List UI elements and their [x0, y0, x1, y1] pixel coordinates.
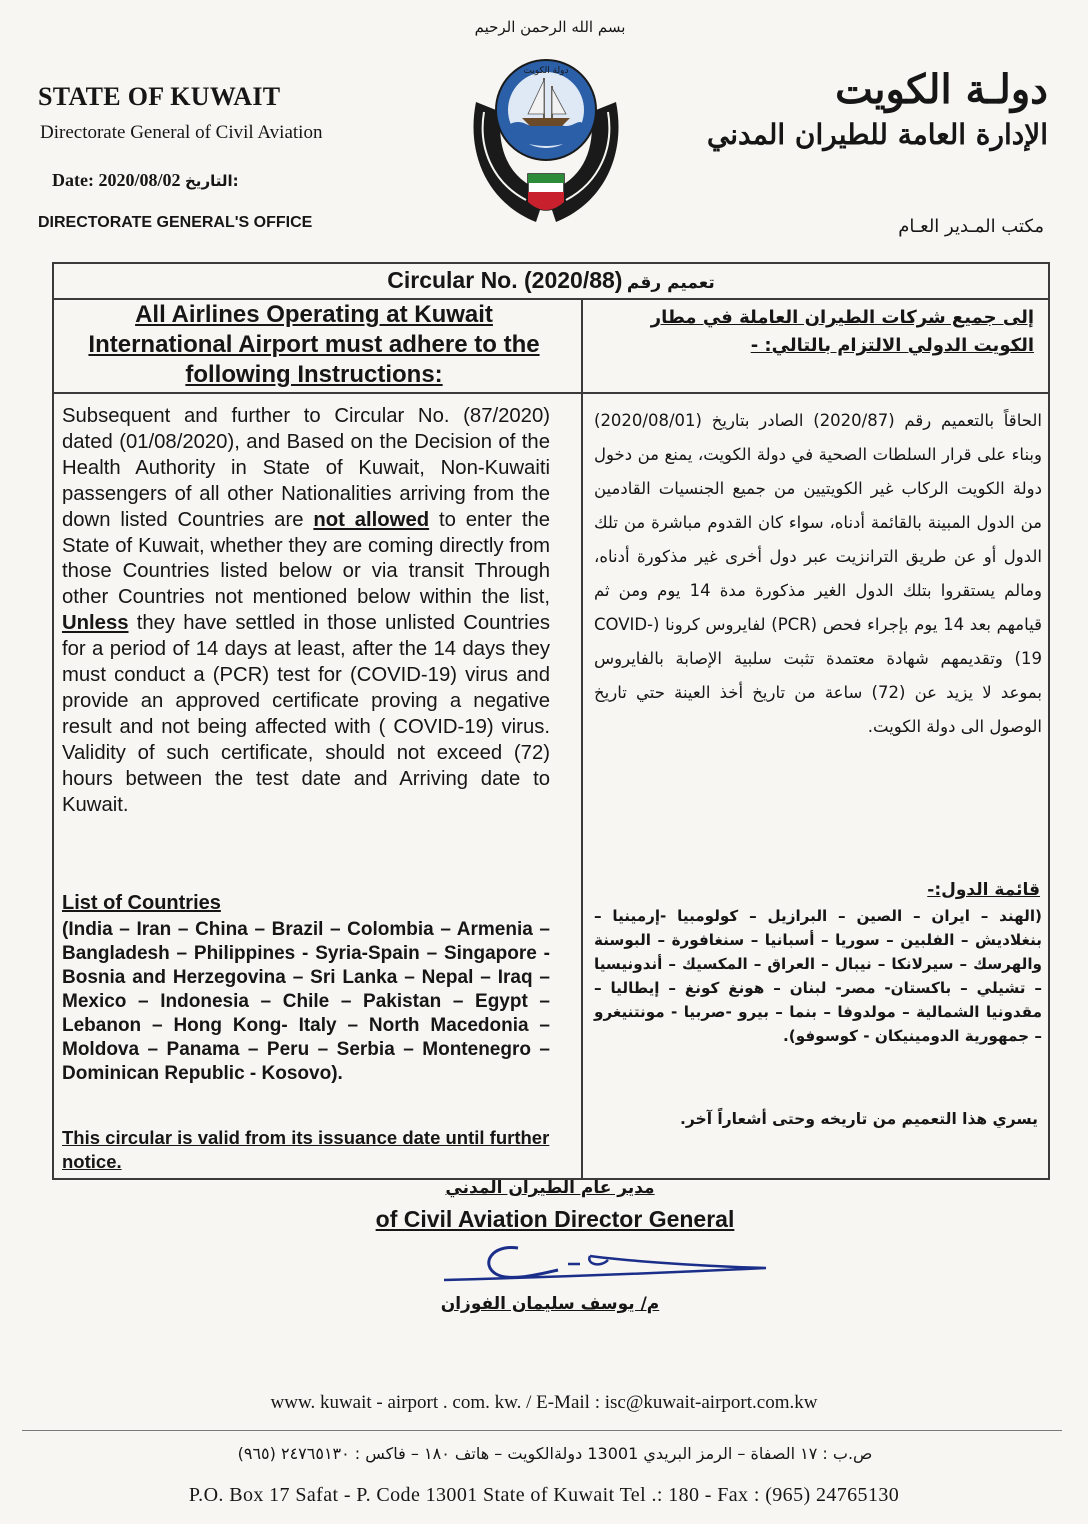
countries-list-ar: (الهند – ايران – الصين – البرازيل – كولومبيا -إرمينيا – بنغلاديش – الفلبين – سوريا – أسبانيا – سنغافورة – البوسنة والهرسك – سيرلانكا – نيبال – العراق – المكسيك – أندونيسيا – تشيلي – باكستان- مصر- لبنان – هونغ كونغ – إيطاليا – مقدونيا الشمالية – مولدوفا – بنما – بيرو -صربيا - مونتنيغرو – جمهورية الدومينيكان - كوسوفو). [594, 907, 1042, 1045]
circular-box [52, 262, 1050, 1180]
countries-list-en: (India – Iran – China – Brazil – Colombia – Armenia – Bangladesh – Philippines - Syria-Spain – Singapore - Bosnia and Herzegovina – Sri Lanka – Nepal – Iraq – Mexico – Indonesia – Chile – Pakistan – Egypt – Lebanon – Hong Kong- Italy – North Macedonia – Moldova – Panama – Peru – Serbia – Montenegro – Dominican Republic - Kosovo). [62, 919, 550, 1084]
countries-heading-en: List of Countries [62, 892, 221, 914]
state-title-ar: دولـة الكويت [835, 66, 1048, 113]
footer-divider [22, 1430, 1062, 1431]
emblem-text: دولة الكويت [523, 66, 569, 76]
directorate-name-en: Directorate General of Civil Aviation [40, 122, 323, 143]
column-divider [581, 298, 583, 1178]
director-title-ar: مدير عام الطيران المدني [445, 1178, 655, 1198]
kuwait-emblem-icon [456, 42, 636, 242]
date-label-ar: التاريخ: [185, 172, 239, 190]
date-value: 2020/08/02 [98, 170, 181, 190]
dg-office-ar: مكتب المـدير العـام [898, 216, 1044, 237]
arabic-title: إلى جميع شركات الطيران العاملة في مطار الكويت الدولي الالتزام بالتالي: - [650, 307, 1034, 356]
director-title-en: of Civil Aviation Director General [375, 1206, 735, 1232]
state-title-en: STATE OF KUWAIT [38, 82, 281, 111]
circular-number-row [54, 264, 1048, 300]
footer-web-email: www. kuwait - airport . com. kw. / E-Mail : isc@kuwait-airport.com.kw [270, 1392, 818, 1413]
directorate-name-ar: الإدارة العامة للطيران المدني [706, 118, 1048, 151]
english-body [62, 404, 550, 819]
footer-address-ar: ص.ب : ١٧ الصفاة – الرمز البريدي 13001 دولةالكويت – هاتف ١٨٠ – فاكس : ٢٤٧٦٥١٣٠ (٩٦٥) [237, 1444, 873, 1463]
dg-office-en: DIRECTORATE GENERAL'S OFFICE [38, 214, 313, 231]
english-title: All Airlines Operating at Kuwait International Airport must adhere to the following Instructions: [88, 301, 540, 388]
unless-emphasis: Unless [62, 612, 129, 635]
basmala: بسم الله الرحمن الرحيم [474, 18, 626, 36]
footer-address-en: P.O. Box 17 Safat - P. Code 13001 State of Kuwait Tel .: 180 - Fax : (965) 24765130 [188, 1484, 900, 1506]
english-body-part2: to enter the State of Kuwait, whether they are coming directly from those Countries listed below or via transit Through other Countries not mentioned below within the list, [62, 508, 551, 609]
validity-note-ar: يسري هذا التعميم من تاريخه وحتى أشعاراً آخر. [680, 1110, 1038, 1128]
signer-name-ar: م/ يوسف سليمان الفوزان [440, 1294, 660, 1314]
date-label: Date: [52, 170, 94, 190]
not-allowed-emphasis: not allowed [313, 508, 430, 531]
signature-mark [440, 1234, 770, 1300]
date-line [52, 170, 239, 191]
title-divider [54, 392, 1048, 394]
circular-number-ar: تعميم رقم [626, 273, 715, 293]
arabic-body: الحاقاً بالتعميم رقم (2020/87) الصادر بتاريخ (2020/08/01) وبناء على قرار السلطات الصحية في دولة الكويت، يمنع من دخول دولة الكويت الركاب غير الكويتيين من جميع الجنسيات القادمين من الدول المبينة بالقائمة أدناه، سواء كان القدوم مباشرة من تلك الدول أو عن طريق الترانزيت عبر دول أخرى غير مذكورة أدناه، ومالم يستقروا بتلك الدول الغير مذكورة مدة 14 يوم ومن ثم قيامهم بعد 14 يوم بإجراء فحص (PCR) لفايروس كرونا (COVID-19) وتقديمهم شهادة معتمدة تثبت سلبية الإصابة بالفايروس بموعد لا يزيد عن (72) ساعة من تاريخ أخذ العينة حتي تاريخ الوصول الى دولة الكويت. [594, 411, 1042, 736]
circular-number-en: Circular No. (2020/88) [387, 267, 623, 293]
english-body-part1: Subsequent and further to Circular No. (87/2020) dated (01/08/2020), and Based on the Decision of the Health Authority in State of Kuwait, Non-Kuwaiti passengers of all other Nationalities arriving from the down listed Countries are [62, 405, 550, 531]
english-body-part3: they have settled in those unlisted Countries for a period of 14 days at least, after the 14 days they must conduct a (PCR) test for (COVID-19) virus and provide an approved certificate proving a negative result and not being affected with ( COVID-19) virus. Validity of such certificate, should not exceed (72) hours between the test date and Arriving date to Kuwait. [62, 612, 550, 816]
countries-heading-ar: قائمة الدول:- [927, 880, 1040, 900]
validity-note-en: This circular is valid from its issuance date until further notice. [62, 1127, 550, 1172]
